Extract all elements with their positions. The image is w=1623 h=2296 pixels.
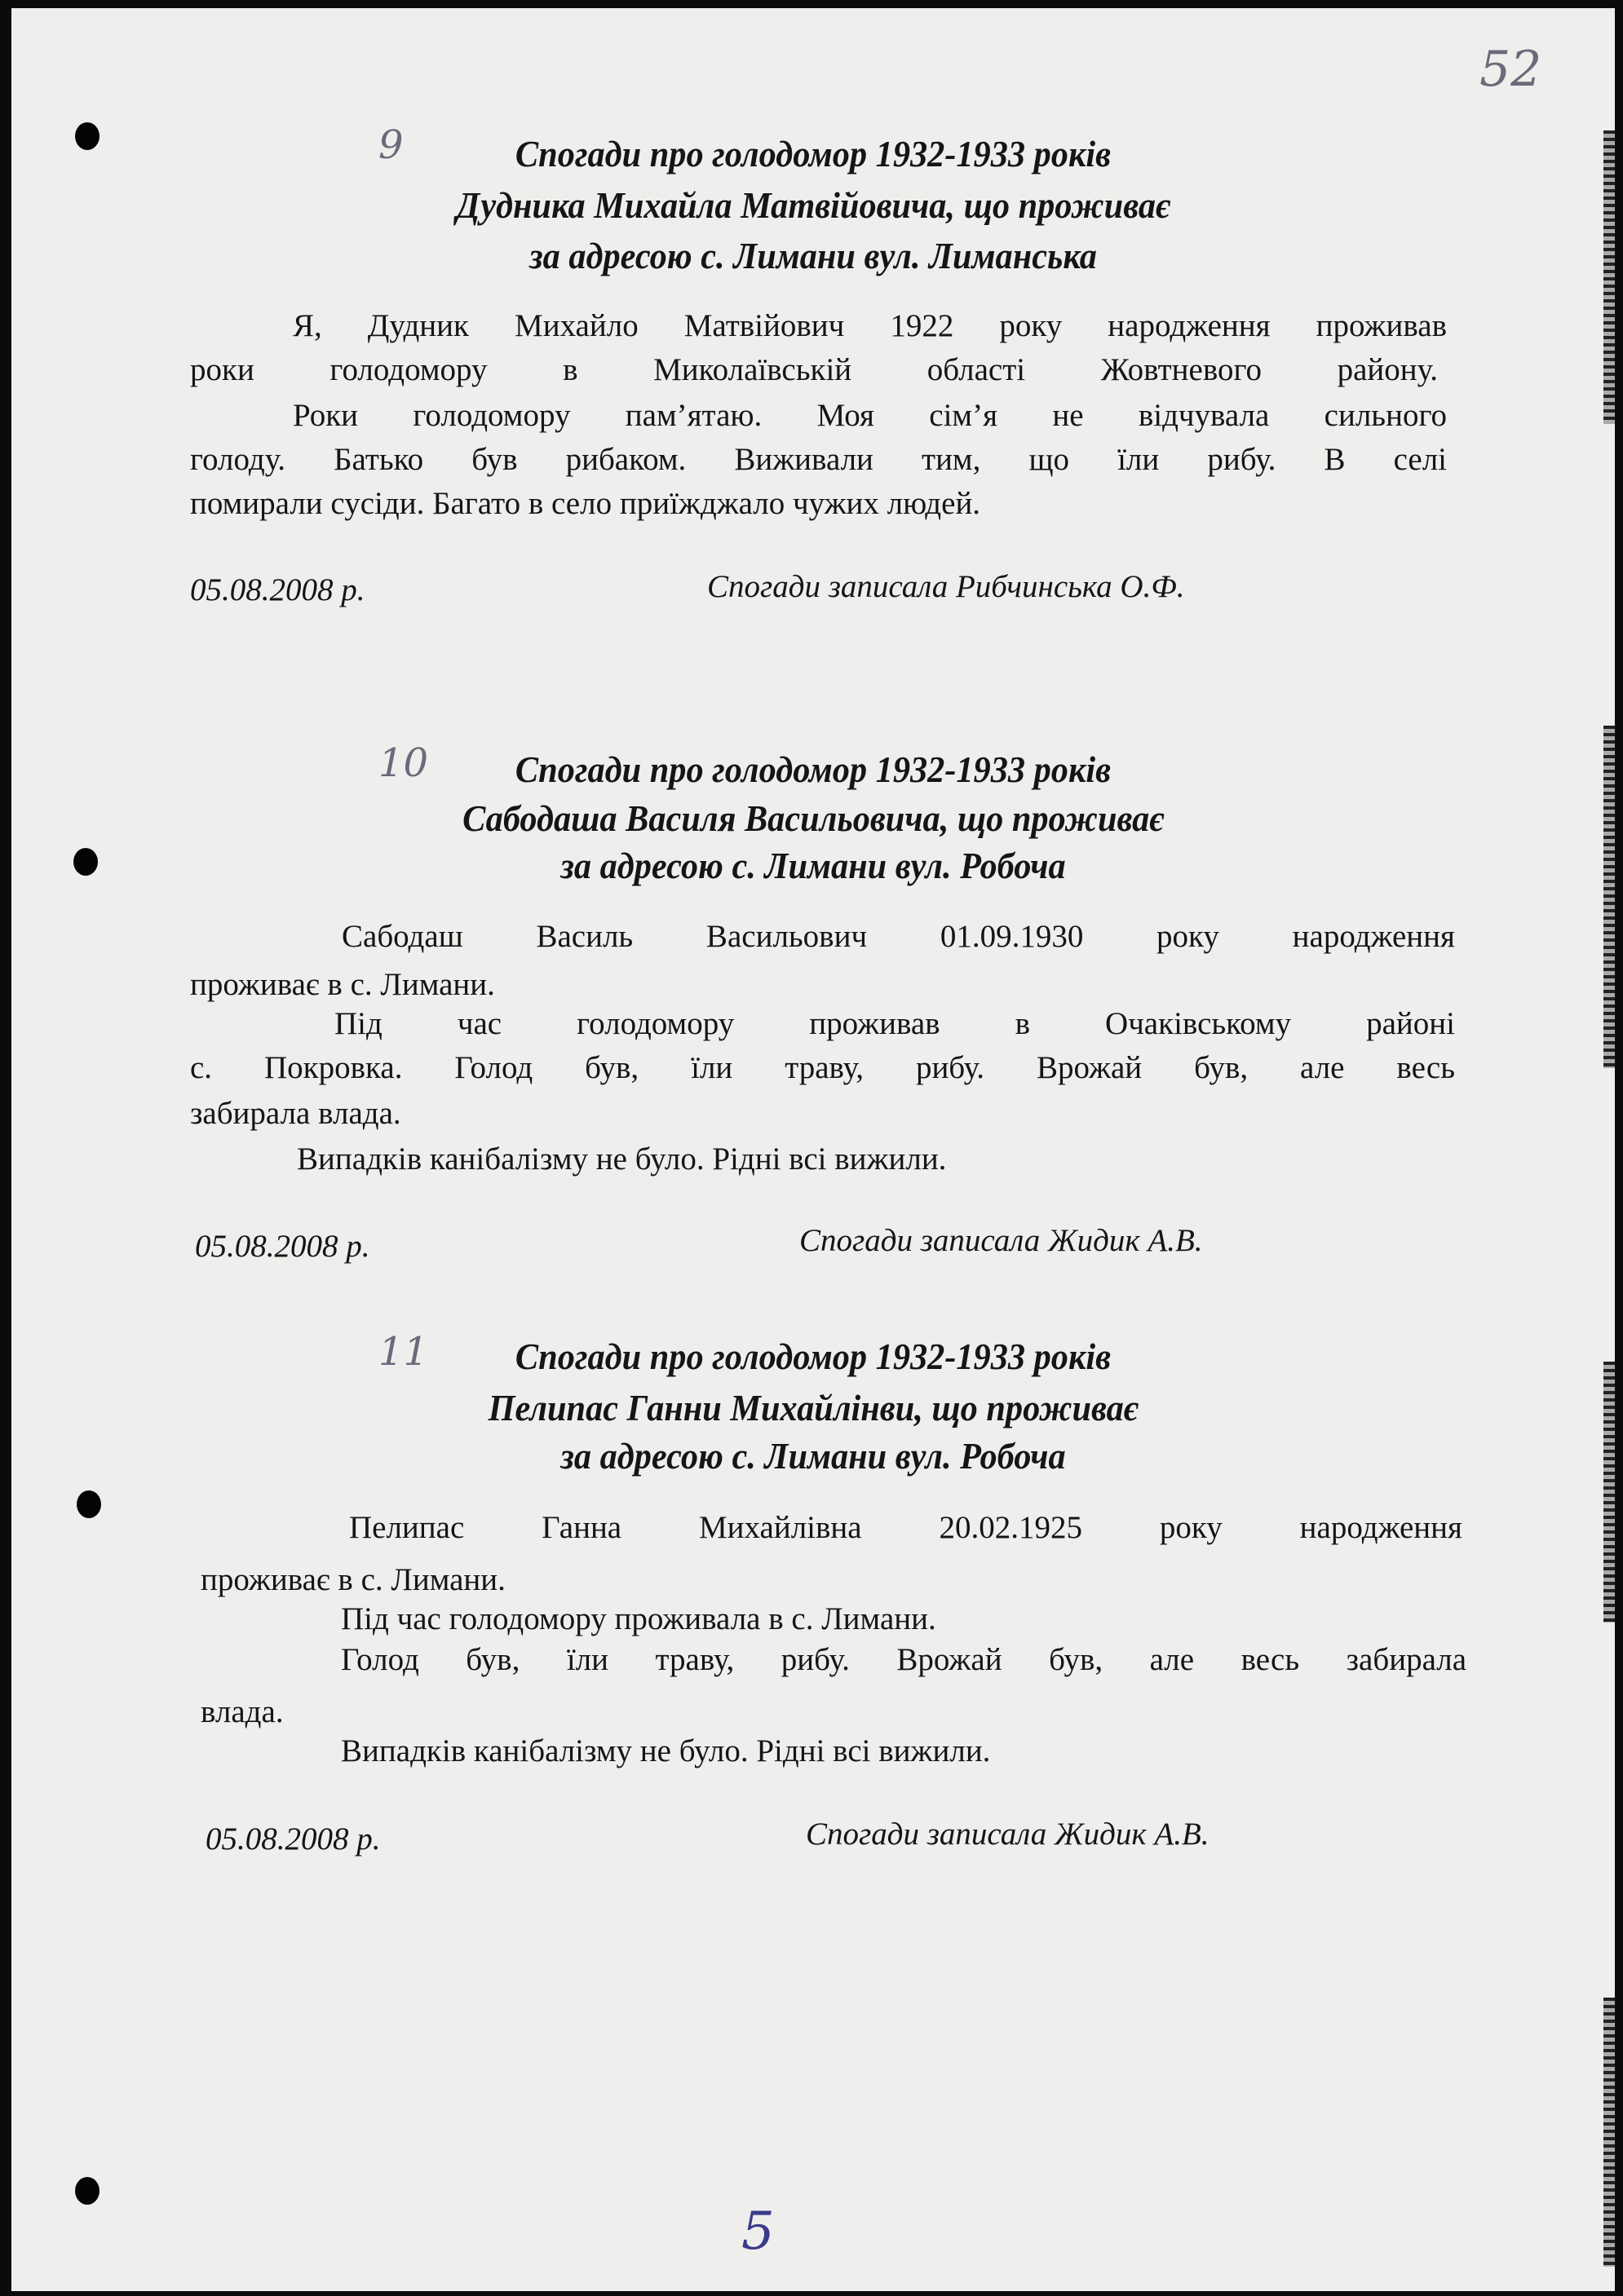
record-date: 05.08.2008 р. bbox=[206, 1821, 381, 1857]
title-line: Сабодаша Василя Васильовича, що проживає bbox=[462, 797, 1164, 839]
body-line: голоду. Батько був рибаком. Виживали тим, що їли рибу. В селі bbox=[190, 442, 1447, 477]
body-line: роки голодомору в Миколаївській області Жовтневого району. bbox=[190, 352, 1438, 387]
title-line: Спогади про голодомор 1932-1933 років bbox=[515, 1336, 1112, 1377]
title-line: Спогади про голодомор 1932-1933 років bbox=[515, 133, 1112, 174]
body-line: Випадків канібалізму не було. Рідні всі вижили. bbox=[297, 1141, 947, 1177]
title-line: Пелипас Ганни Михайлінви, що проживає bbox=[488, 1387, 1139, 1428]
scan-edge-mark bbox=[1603, 1362, 1615, 1623]
scan-edge-mark bbox=[1603, 1998, 1615, 2267]
body-line: Голод був, їли траву, рибу. Врожай був, але весь забирала bbox=[341, 1642, 1466, 1677]
body-line: Під час голодомору проживав в Очаківському районі bbox=[334, 1006, 1455, 1041]
recorder-name: Спогади записала Жидик А.В. bbox=[799, 1223, 1203, 1258]
scan-edge-mark bbox=[1603, 726, 1615, 1068]
archive-page-number: 52 bbox=[1479, 41, 1542, 98]
title-line: за адресою с. Лимани вул. Робоча bbox=[560, 1435, 1066, 1477]
testimony-number: 9 bbox=[378, 122, 404, 168]
recorder-name: Спогади записала Жидик А.В. bbox=[806, 1817, 1210, 1852]
body-line: Випадків канібалізму не було. Рідні всі вижили. bbox=[341, 1733, 991, 1768]
title-line: Дудника Михайла Матвійовича, що проживає bbox=[456, 184, 1170, 226]
title-line: за адресою с. Лимани вул. Лиманська bbox=[529, 235, 1097, 276]
title-line: за адресою с. Лимани вул. Робоча bbox=[560, 845, 1066, 886]
record-date: 05.08.2008 р. bbox=[195, 1229, 370, 1264]
record-date: 05.08.2008 р. bbox=[190, 572, 365, 607]
body-line: забирала влада. bbox=[190, 1096, 401, 1131]
document-page bbox=[11, 8, 1615, 2291]
body-line: влада. bbox=[201, 1694, 284, 1729]
body-line: Сабодаш Василь Васильович 01.09.1930 року народження bbox=[342, 919, 1455, 954]
body-line: проживає в с. Лимани. bbox=[201, 1562, 506, 1597]
recorder-name: Спогади записала Рибчинська О.Ф. bbox=[707, 569, 1185, 604]
scan-edge-mark bbox=[1603, 130, 1615, 424]
page-number: 5 bbox=[741, 2201, 775, 2262]
body-line: Пелипас Ганна Михайлівна 20.02.1925 року народження bbox=[349, 1510, 1462, 1545]
punch-hole bbox=[75, 2177, 100, 2205]
body-line: Я, Дудник Михайло Матвійович 1922 року народження проживав bbox=[293, 308, 1447, 343]
body-line: проживає в с. Лимани. bbox=[190, 967, 495, 1002]
body-line: с. Покровка. Голод був, їли траву, рибу. Врожай був, але весь bbox=[190, 1050, 1455, 1085]
testimony-number: 10 bbox=[378, 740, 429, 786]
title-line: Спогади про голодомор 1932-1933 років bbox=[515, 748, 1112, 790]
body-line: Під час голодомору проживала в с. Лимани. bbox=[341, 1601, 936, 1636]
body-line: помирали сусіди. Багато в село приїжджало чужих людей. bbox=[190, 486, 981, 521]
punch-hole bbox=[77, 1490, 101, 1518]
testimony-number: 11 bbox=[378, 1329, 429, 1375]
body-line: Роки голодомору пам’ятаю. Моя сім’я не відчувала сильного bbox=[293, 398, 1447, 433]
